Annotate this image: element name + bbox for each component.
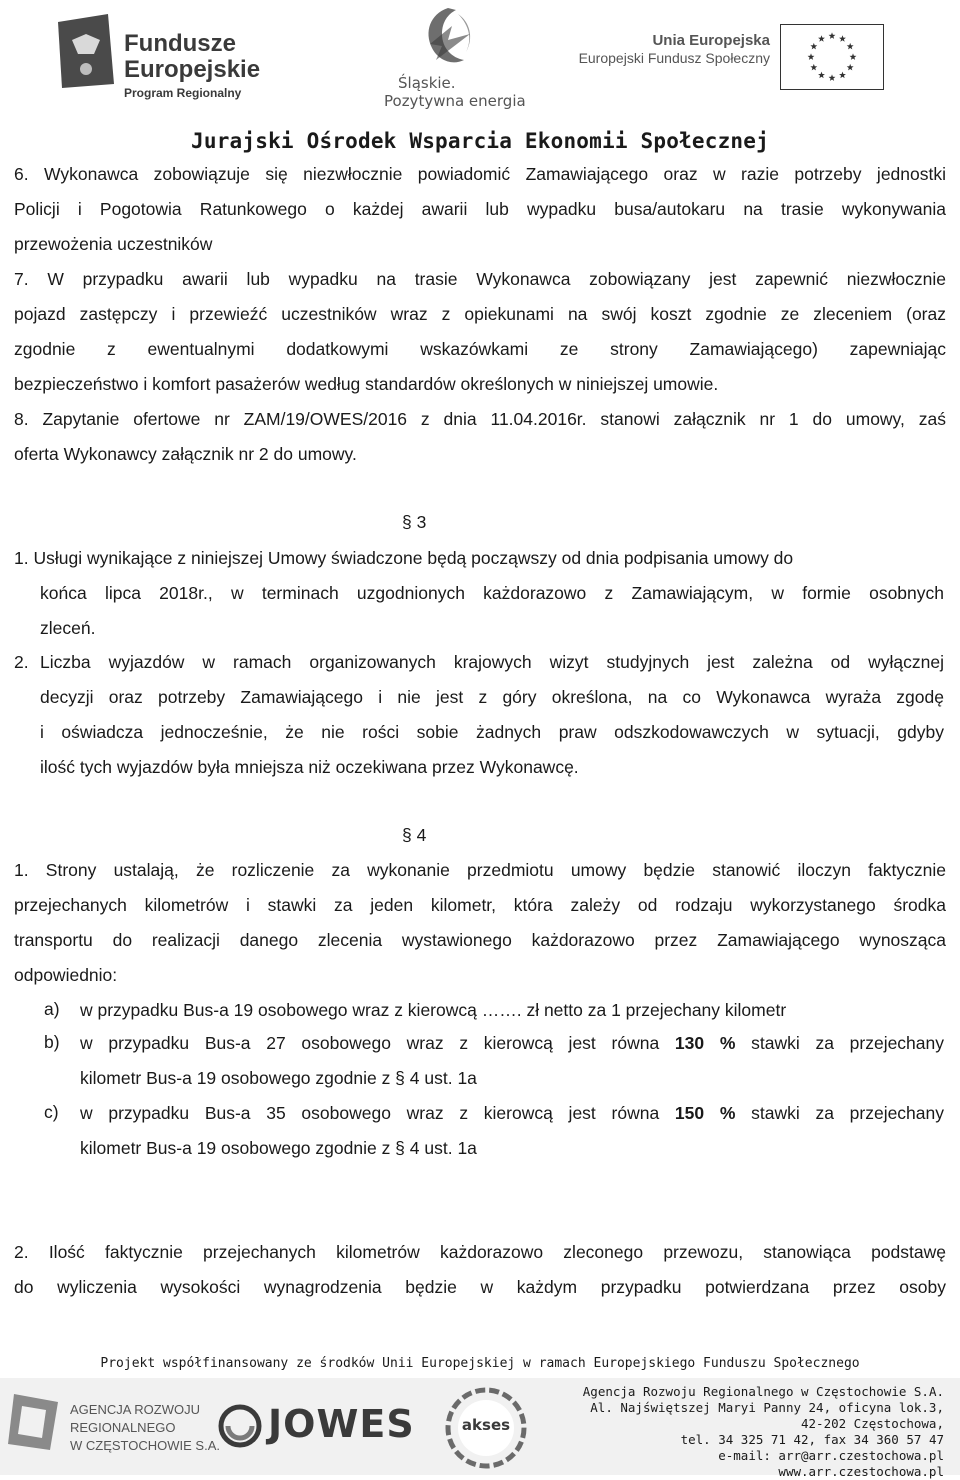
text-line: zgodnie z ewentualnymi dodatkowymi wskazówkami ze strony Zamawiającego) zapewniając	[14, 339, 946, 359]
text-line: decyzji oraz potrzeby Zamawiającego i nie jest z góry określona, na co Wykonawca wyraża zgodę	[40, 687, 944, 707]
fe-logo-line3: Program Regionalny	[124, 86, 242, 100]
footer-project-note: Projekt współfinansowany ze środków Unii Europejskiej w ramach Europejskiego Funduszu Społecznego	[100, 1356, 860, 1371]
ue-line1: Unia Europejska	[652, 32, 770, 49]
fe-logo-line1: Fundusze	[124, 30, 236, 57]
item-c-rate: 150 %	[674, 1103, 736, 1123]
footer-address	[544, 1384, 944, 1480]
arr-logo-line2: REGIONALNEGO	[70, 1420, 176, 1435]
item-b-label: b)	[44, 1032, 60, 1052]
text-line: do wyliczenia wysokości wynagrodzenia będzie w każdym przypadku potwierdzana przez osoby	[14, 1277, 946, 1297]
item-b-line2: kilometr Bus-a 19 osobowego zgodnie z § 4 ust. 1a	[80, 1068, 477, 1088]
text-line: bezpieczeństwo i komfort pasażerów według standardów określonych w niniejszej umowie.	[14, 374, 719, 394]
eu-flag-icon	[780, 24, 884, 90]
address-line: 42-202 Częstochowa,	[801, 1416, 944, 1431]
text-line: transportu do realizacji danego zlecenia wystawionego każdorazowo przez Zamawiającego wynosząca	[14, 930, 946, 950]
arr-emblem-icon	[6, 1392, 62, 1454]
arr-logo-line3: W CZĘSTOCHOWIE S.A.	[70, 1438, 220, 1453]
text-line: 1. Strony ustalają, że rozliczenie za wykonanie przedmiotu umowy będzie stanowić iloczyn faktycznie	[14, 860, 946, 880]
text-line: ilość tych wyjazdów była mniejsza niż oczekiwana przez Wykonawcę.	[40, 757, 579, 777]
item-b-text	[80, 1032, 944, 1054]
address-line: tel. 34 325 71 42, fax 34 360 57 47	[680, 1432, 944, 1447]
ue-line2: Europejski Fundusz Społeczny	[578, 50, 770, 66]
item-c-line2: kilometr Bus-a 19 osobowego zgodnie z § 4 ust. 1a	[80, 1138, 477, 1158]
text-line: przewożenia uczestników	[14, 234, 213, 254]
item-c-label: c)	[44, 1102, 59, 1122]
item-c-text	[80, 1102, 944, 1124]
fe-star-icon	[58, 14, 116, 88]
text-line: 6. Wykonawca zobowiązuje się niezwłocznie powiadomić Zamawiającego oraz w razie potrzeby jednostki	[14, 164, 946, 184]
arr-logo-line1: AGENCJA ROZWOJU	[70, 1402, 201, 1417]
akses-wordmark: akses	[461, 1416, 511, 1434]
text-line: odpowiednio:	[14, 965, 118, 985]
item-c-post: stawki za przejechany	[735, 1103, 945, 1123]
section-3-heading: § 3	[402, 512, 427, 532]
text-line: końca lipca 2018r., w terminach uzgodnionych każdorazowo z Zamawiającym, w formie osobnych	[40, 583, 944, 603]
address-line: e-mail: arr@arr.czestochowa.pl	[718, 1448, 944, 1463]
text-line: Policji i Pogotowia Ratunkowego o każdej awarii lub wypadku busa/autokaru na trasie wykonywania	[14, 199, 946, 219]
fe-logo-line2: Europejskie	[124, 56, 261, 83]
address-line: Agencja Rozwoju Regionalnego w Częstochowie S.A.	[582, 1384, 944, 1399]
text-line: 1. Usługi wynikające z niniejszej Umowy świadczone będą począwszy od dnia podpisania umowy do	[14, 548, 794, 568]
item-b-post: stawki za przejechany	[735, 1033, 945, 1053]
center-title: Jurajski Ośrodek Wsparcia Ekonomii Społecznej	[191, 129, 769, 153]
slaskie-line1: Śląskie.	[398, 74, 456, 92]
item-b-rate: 130 %	[674, 1033, 736, 1053]
section-4-heading: § 4	[402, 825, 427, 845]
slaskie-emblem-icon	[412, 4, 484, 72]
jowes-wordmark: JOWES	[268, 1402, 415, 1446]
fe-logo	[58, 12, 268, 107]
point-number: 2.	[14, 652, 29, 672]
address-line: Al. Najświętszej Maryi Panny 24, oficyna lok.3,	[590, 1400, 944, 1415]
jowes-logo	[218, 1396, 418, 1456]
text-line: 8. Zapytanie ofertowe nr ZAM/19/OWES/2016 z dnia 11.04.2016r. stanowi załącznik nr 1 do umowy, zaś	[14, 409, 946, 429]
item-a-label: a)	[44, 999, 60, 1019]
address-line: www.arr.czestochowa.pl	[778, 1464, 944, 1479]
text-line: oferta Wykonawcy załącznik nr 2 do umowy.	[14, 444, 357, 464]
text-line: Liczba wyjazdów w ramach organizowanych krajowych wizyt studyjnych jest zależna od wyłącznej	[40, 652, 944, 672]
text-line: 2. Ilość faktycznie przejechanych kilometrów każdorazowo zleconego przewozu, stanowiąca podstawę	[14, 1242, 946, 1262]
text-line: i oświadcza jednocześnie, że nie rości sobie żadnych praw odszkodowawczych w sytuacji, gdyby	[40, 722, 944, 742]
ue-logo	[576, 30, 886, 94]
text-line: 7. W przypadku awarii lub wypadku na trasie Wykonawca zobowiązany jest zapewnić niezwłocznie	[14, 269, 946, 289]
item-b-pre: w przypadku Bus-a 27 osobowego wraz z kierowcą jest równa	[80, 1033, 675, 1053]
slaskie-logo	[380, 4, 530, 112]
item-c-pre: w przypadku Bus-a 35 osobowego wraz z kierowcą jest równa	[80, 1103, 675, 1123]
arr-logo	[6, 1384, 220, 1470]
text-line: zleceń.	[40, 618, 96, 638]
text-line: przejechanych kilometrów i stawki za jeden kilometr, która zależy od rodzaju wykorzystanego środka	[14, 895, 946, 915]
item-a-text: w przypadku Bus-a 19 osobowego wraz z kierowcą ……. zł netto za 1 przejechany kilometr	[80, 1000, 787, 1020]
slaskie-line2: Pozytywna energia	[384, 92, 526, 110]
text-line: pojazd zastępczy i przewieźć uczestników wraz z opiekunami na swój koszt zgodnie ze zleceniem (oraz	[14, 304, 946, 324]
jowes-emblem-icon	[218, 1404, 262, 1448]
